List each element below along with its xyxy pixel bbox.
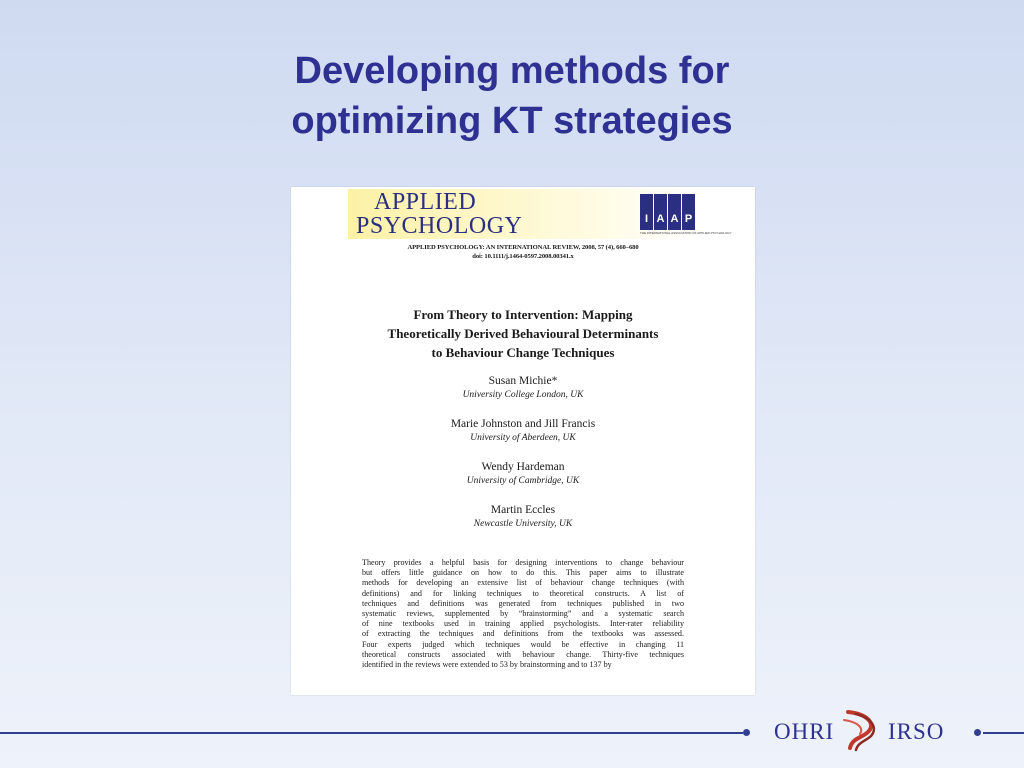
paper-page-image — [291, 187, 755, 695]
footer-divider-left — [0, 732, 743, 734]
abstract-line: Four experts judged which techniques would be effective in changing 11 — [362, 639, 684, 649]
abstract-line: methods for developing an extensive list of behaviour change techniques (with — [362, 578, 684, 588]
iaap-logo-caption: THE INTERNATIONAL ASSOCIATION OF APPLIED PSYCHOLOGY — [640, 231, 732, 235]
author-name: Marie Johnston and Jill Francis — [450, 418, 596, 430]
author-block — [331, 373, 715, 402]
article-title-line: Theoretically Derived Behavioural Determinants — [387, 326, 659, 341]
author-affiliation: University of Aberdeen, UK — [470, 433, 576, 443]
author-affiliation: University of Cambridge, UK — [466, 476, 580, 486]
journal-citation — [351, 243, 695, 261]
author-name: Martin Eccles — [490, 504, 556, 516]
article-title-line: From Theory to Intervention: Mapping — [413, 307, 633, 322]
author-block — [331, 416, 715, 445]
slide-title-line-2: optimizing KT strategies — [291, 100, 733, 142]
author-block — [331, 459, 715, 488]
abstract-line: Theory provides a helpful basis for designing interventions to change behaviour — [362, 558, 684, 567]
abstract-line: of extracting the techniques and definitions from the textbooks was assessed. — [362, 629, 684, 639]
footer-dot-icon — [743, 729, 750, 736]
abstract-line: of nine textbooks used in training applied psychologists. Inter-rater reliability — [362, 619, 684, 629]
article-title-line: to Behaviour Change Techniques — [431, 345, 615, 360]
journal-name-line-2: PSYCHOLOGY — [356, 213, 523, 239]
footer-dot-icon — [974, 729, 981, 736]
journal-name — [356, 190, 522, 238]
iaap-letter: A — [668, 194, 681, 230]
journal-name-line-1: APPLIED — [374, 189, 477, 215]
footer-divider-right — [983, 732, 1024, 734]
journal-banner — [348, 189, 732, 239]
author-affiliation: Newcastle University, UK — [473, 519, 573, 529]
article-title — [331, 305, 715, 362]
iaap-logo — [640, 194, 732, 238]
author-name: Wendy Hardeman — [481, 461, 565, 473]
iaap-logo-letters — [640, 194, 698, 230]
ohri-logo-text: OHRI — [774, 719, 835, 744]
author-affiliation: University College London, UK — [462, 390, 584, 400]
iaap-letter: A — [654, 194, 667, 230]
slide-title-line-1: Developing methods for — [294, 50, 730, 92]
iaap-letter: P — [682, 194, 695, 230]
slide-title — [0, 46, 1024, 146]
citation-doi: doi: 10.1111/j.1464-0597.2008.00341.x — [472, 253, 574, 260]
abstract-line: definitions) and for linking techniques to theoretical constructs. A list of — [362, 588, 684, 598]
abstract-line: systematic reviews, supplemented by “brainstorming” and a systematic search — [362, 609, 684, 619]
ohri-emblem-icon — [838, 708, 884, 752]
abstract-line: identified in the reviews were extended to 53 by brainstorming and to 137 by — [362, 660, 612, 670]
abstract-line: techniques and definitions was generated from techniques published in two — [362, 598, 684, 608]
abstract — [362, 558, 684, 670]
irso-logo-text: IRSO — [888, 719, 945, 744]
iaap-letter: I — [640, 194, 653, 230]
author-block — [331, 502, 715, 531]
abstract-line: theoretical constructs associated with behaviour change. Thirty-five techniques — [362, 649, 684, 659]
abstract-line: but offers little guidance on how to do this. This paper aims to illustrate — [362, 568, 684, 578]
author-name: Susan Michie* — [488, 375, 558, 387]
citation-line-1: APPLIED PSYCHOLOGY: AN INTERNATIONAL REVIEW, 2008, 57 (4), 660–680 — [407, 244, 639, 251]
